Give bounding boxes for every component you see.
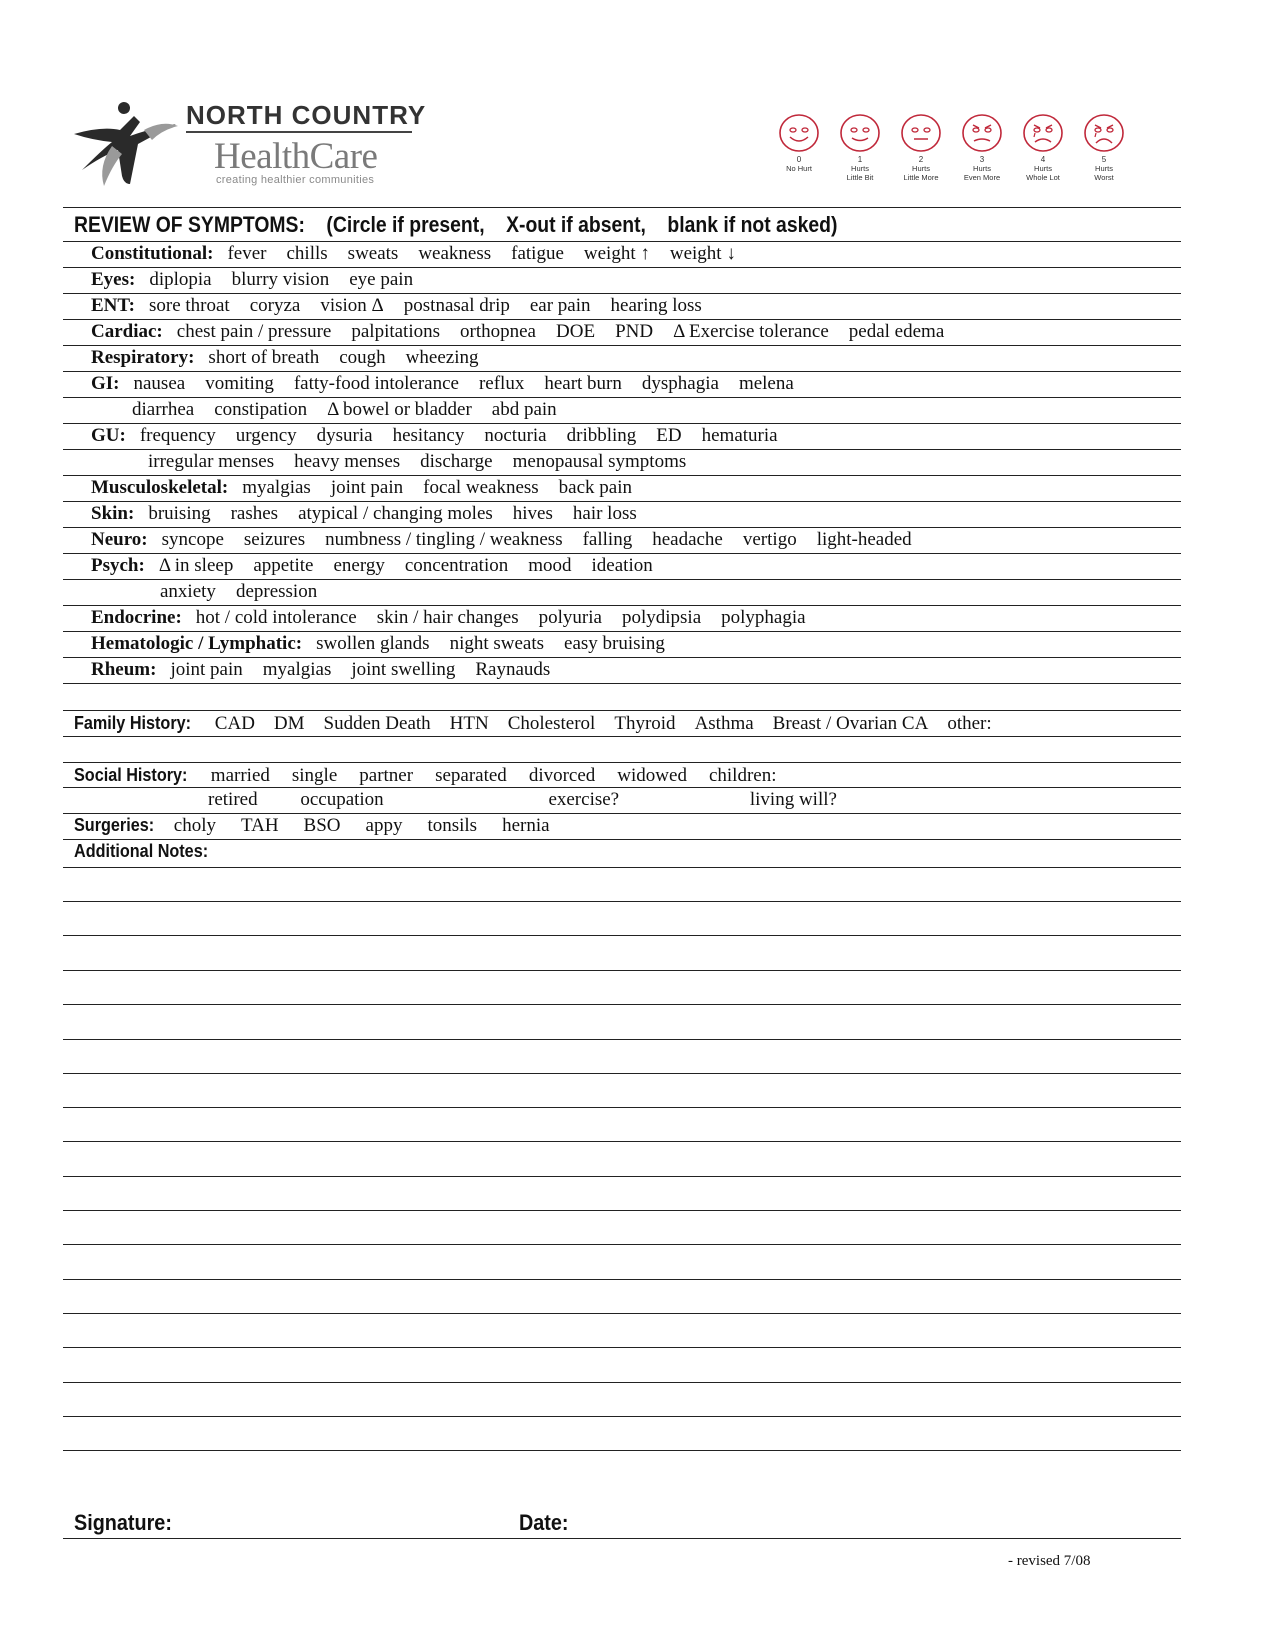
option-item[interactable]: BSO <box>303 815 341 836</box>
symptom-option[interactable]: depression <box>235 581 318 602</box>
note-line <box>63 1107 1181 1108</box>
ros-row-label: GI: <box>91 373 120 394</box>
pain-face-icon <box>1019 113 1067 153</box>
symptom-option[interactable]: weakness <box>418 243 492 264</box>
symptom-option[interactable]: back pain <box>558 477 632 498</box>
symptom-option[interactable]: fatty-food intolerance <box>293 373 459 394</box>
option-item[interactable]: HTN <box>449 713 489 734</box>
ros-row <box>160 581 337 607</box>
surgeries-label: Surgeries: <box>74 815 155 835</box>
symptom-option[interactable]: concentration <box>404 555 509 576</box>
pain-level-number: 5 <box>1101 155 1107 164</box>
logo-figures-icon <box>72 100 182 190</box>
note-line <box>63 1347 1181 1348</box>
symptom-option[interactable]: abd pain <box>491 399 557 420</box>
rule <box>63 475 1181 476</box>
symptom-option[interactable]: nocturia <box>484 425 547 446</box>
social-history-label: Social History: <box>74 765 188 785</box>
note-line <box>63 1244 1181 1245</box>
ros-row-label: Skin: <box>91 503 135 524</box>
symptom-option[interactable]: energy <box>333 555 385 576</box>
symptom-option[interactable]: atypical / changing moles <box>298 503 493 524</box>
org-tagline: creating healthier communities <box>216 174 375 186</box>
ros-row-label: Rheum: <box>91 659 157 680</box>
date-label: Date: <box>519 1510 569 1535</box>
symptom-option[interactable]: falling <box>582 529 633 550</box>
ros-row <box>91 555 673 581</box>
social-item[interactable]: living will? <box>749 789 837 810</box>
symptom-option[interactable]: hearing loss <box>610 295 702 316</box>
note-line <box>63 813 1181 814</box>
social-history-row-2 <box>208 789 857 815</box>
pain-face <box>829 113 891 182</box>
symptom-option[interactable]: myalgias <box>242 477 311 498</box>
surgeries-row <box>74 815 575 841</box>
pain-face <box>1012 113 1074 182</box>
symptom-option[interactable]: bruising <box>148 503 211 524</box>
rule <box>63 345 1181 346</box>
note-line <box>63 935 1181 936</box>
ros-row-label: Psych: <box>91 555 145 576</box>
symptom-option[interactable]: constipation <box>214 399 308 420</box>
symptom-option[interactable]: weight ↓ <box>669 243 736 264</box>
symptom-option[interactable]: light-headed <box>816 529 912 550</box>
note-line <box>63 970 1181 971</box>
symptom-option[interactable]: discharge <box>420 451 493 472</box>
symptom-option[interactable]: Δ bowel or bladder <box>327 399 472 420</box>
symptom-option[interactable]: dribbling <box>566 425 637 446</box>
symptom-option[interactable]: anxiety <box>160 581 216 602</box>
ros-row <box>91 477 652 503</box>
symptom-option[interactable]: appetite <box>253 555 314 576</box>
option-item[interactable]: married <box>210 765 270 786</box>
rule <box>63 605 1181 606</box>
option-item[interactable]: single <box>291 765 338 786</box>
signature-line[interactable] <box>63 1538 1181 1539</box>
ros-row-label: Cardiac: <box>91 321 163 342</box>
option-item[interactable]: separated <box>435 765 507 786</box>
rule <box>63 553 1181 554</box>
ros-row <box>91 659 570 685</box>
symptom-option[interactable]: Raynauds <box>475 659 551 680</box>
symptom-option[interactable]: joint swelling <box>351 659 456 680</box>
symptom-option[interactable]: diarrhea <box>132 399 195 420</box>
symptom-option[interactable]: swollen glands <box>316 633 430 654</box>
social-item[interactable]: retired <box>208 789 258 810</box>
rule <box>63 397 1181 398</box>
option-item[interactable]: DM <box>273 713 305 734</box>
symptom-option[interactable]: polydipsia <box>621 607 702 628</box>
ros-heading: REVIEW OF SYMPTOMS: (Circle if present, X-out if absent, blank if not asked) <box>74 212 838 237</box>
symptom-option[interactable]: night sweats <box>449 633 545 654</box>
symptom-option[interactable]: PND <box>615 321 654 342</box>
option-item[interactable]: TAH <box>241 815 279 836</box>
note-line <box>63 1176 1181 1177</box>
symptom-option[interactable]: pedal edema <box>848 321 945 342</box>
symptom-option[interactable]: syncope <box>161 529 224 550</box>
symptom-option[interactable]: dysuria <box>316 425 373 446</box>
symptom-option[interactable]: reflux <box>478 373 525 394</box>
note-line <box>63 710 1181 711</box>
symptom-option[interactable]: dysphagia <box>641 373 719 394</box>
ros-row <box>91 425 798 451</box>
social-item[interactable]: occupation <box>300 789 384 810</box>
symptom-option[interactable]: joint pain <box>170 659 243 680</box>
symptom-option[interactable]: vertigo <box>742 529 797 550</box>
option-item[interactable]: Sudden Death <box>323 713 431 734</box>
symptom-option[interactable]: urgency <box>235 425 297 446</box>
pain-face <box>951 113 1013 182</box>
ros-row-label: GU: <box>91 425 126 446</box>
symptom-option[interactable]: coryza <box>249 295 301 316</box>
symptom-option[interactable]: ideation <box>591 555 653 576</box>
symptom-option[interactable]: seizures <box>243 529 306 550</box>
pain-face-icon <box>1080 113 1128 153</box>
symptom-option[interactable]: focal weakness <box>423 477 539 498</box>
symptom-option[interactable]: nausea <box>133 373 186 394</box>
pain-level-caption: No Hurt <box>786 164 812 173</box>
pain-face-icon <box>958 113 1006 153</box>
ros-row-label: Hematologic / Lymphatic: <box>91 633 303 654</box>
pain-face-icon <box>836 113 884 153</box>
symptom-option[interactable]: ED <box>656 425 682 446</box>
note-line <box>63 901 1181 902</box>
symptom-option[interactable]: hot / cold intolerance <box>195 607 357 628</box>
rule <box>63 293 1181 294</box>
pain-face <box>1073 113 1135 182</box>
symptom-option[interactable]: irregular menses <box>148 451 275 472</box>
rule <box>63 371 1181 372</box>
note-line <box>63 1073 1181 1074</box>
symptom-option[interactable]: fever <box>227 243 267 264</box>
pain-level-caption: Hurts Little Bit <box>846 164 874 182</box>
option-item[interactable]: widowed <box>617 765 687 786</box>
note-line <box>63 1004 1181 1005</box>
symptom-option[interactable]: hives <box>512 503 553 524</box>
note-line <box>63 762 1181 763</box>
symptom-option[interactable]: diplopia <box>149 269 212 290</box>
pain-level-number: 2 <box>918 155 924 164</box>
symptom-option[interactable]: hair loss <box>572 503 637 524</box>
symptom-option[interactable]: menopausal symptoms <box>512 451 687 472</box>
symptom-option[interactable]: sore throat <box>148 295 230 316</box>
symptom-option[interactable]: myalgias <box>262 659 332 680</box>
option-item[interactable]: Asthma <box>694 713 754 734</box>
symptom-option[interactable]: weight ↑ <box>583 243 650 264</box>
symptom-option[interactable]: Δ Exercise tolerance <box>673 321 829 342</box>
ros-row <box>91 321 964 347</box>
ros-row <box>132 399 577 425</box>
option-item[interactable]: tonsils <box>427 815 478 836</box>
pain-face-icon <box>775 113 823 153</box>
pain-face <box>768 113 830 173</box>
ros-row-label: Constitutional: <box>91 243 214 264</box>
rule <box>63 631 1181 632</box>
option-item[interactable]: other: <box>947 713 992 734</box>
ros-row <box>91 503 657 529</box>
option-item[interactable]: appy <box>365 815 403 836</box>
symptom-option[interactable]: orthopnea <box>460 321 536 342</box>
rule <box>63 683 1181 684</box>
ros-row <box>91 529 932 555</box>
rule <box>63 267 1181 268</box>
ros-row-label: Endocrine: <box>91 607 182 628</box>
symptom-option[interactable]: short of breath <box>208 347 320 368</box>
symptom-option[interactable]: heavy menses <box>294 451 401 472</box>
note-line <box>63 1313 1181 1314</box>
option-item[interactable]: Thyroid <box>614 713 676 734</box>
symptom-option[interactable]: heart burn <box>544 373 622 394</box>
symptom-option[interactable]: numbness / tingling / weakness <box>325 529 563 550</box>
symptom-option[interactable]: palpitations <box>351 321 441 342</box>
option-item[interactable]: CAD <box>214 713 255 734</box>
symptom-option[interactable]: ear pain <box>529 295 591 316</box>
pain-level-number: 0 <box>796 155 802 164</box>
option-item[interactable]: Cholesterol <box>507 713 596 734</box>
note-line <box>63 867 1181 868</box>
symptom-option[interactable]: melena <box>738 373 794 394</box>
symptom-option[interactable]: skin / hair changes <box>376 607 519 628</box>
pain-level-number: 3 <box>979 155 985 164</box>
revision-note: - revised 7/08 <box>1008 1553 1091 1569</box>
ros-row <box>91 373 814 399</box>
option-item[interactable]: choly <box>173 815 217 836</box>
note-line <box>63 1141 1181 1142</box>
pain-face-icon <box>897 113 945 153</box>
ros-row-label: Musculoskeletal: <box>91 477 229 498</box>
logo <box>72 100 182 190</box>
note-line <box>63 1039 1181 1040</box>
symptom-option[interactable]: headache <box>652 529 723 550</box>
rule <box>63 449 1181 450</box>
rule <box>63 579 1181 580</box>
symptom-option[interactable]: fatigue <box>511 243 564 264</box>
header-divider <box>63 207 1181 208</box>
note-line <box>63 1382 1181 1383</box>
option-item[interactable]: hernia <box>502 815 550 836</box>
rule <box>63 657 1181 658</box>
symptom-option[interactable]: chills <box>286 243 328 264</box>
pain-level-caption: Hurts Whole Lot <box>1026 164 1060 182</box>
symptom-option[interactable]: sweats <box>347 243 399 264</box>
symptom-option[interactable]: rashes <box>230 503 279 524</box>
note-line <box>63 1279 1181 1280</box>
ros-row-label: Neuro: <box>91 529 148 550</box>
pain-level-caption: Hurts Little More <box>903 164 939 182</box>
option-item[interactable]: divorced <box>528 765 596 786</box>
ros-row <box>91 633 685 659</box>
pain-level-caption: Hurts Worst <box>1094 164 1114 182</box>
symptom-option[interactable]: mood <box>528 555 572 576</box>
note-line <box>63 1210 1181 1211</box>
ros-row <box>148 451 706 477</box>
symptom-option[interactable]: blurry vision <box>231 269 330 290</box>
symptom-option[interactable]: hematuria <box>701 425 778 446</box>
symptom-option[interactable]: hesitancy <box>392 425 465 446</box>
ros-row <box>91 295 722 321</box>
social-item[interactable]: exercise? <box>548 789 620 810</box>
rule <box>63 501 1181 502</box>
ros-row <box>91 347 498 373</box>
rule <box>63 319 1181 320</box>
ros-row-label: ENT: <box>91 295 135 316</box>
symptom-option[interactable]: chest pain / pressure <box>176 321 332 342</box>
signature-label: Signature: <box>74 1510 172 1535</box>
note-line <box>63 787 1181 788</box>
ros-row <box>91 269 433 295</box>
option-item[interactable]: partner <box>359 765 414 786</box>
symptom-option[interactable]: DOE <box>556 321 596 342</box>
ros-row-label: Respiratory: <box>91 347 195 368</box>
pain-level-number: 1 <box>857 155 863 164</box>
notes-label: Additional Notes: <box>74 841 209 861</box>
option-item[interactable]: Breast / Ovarian CA <box>772 713 929 734</box>
ros-row <box>91 607 826 633</box>
symptom-option[interactable]: easy bruising <box>564 633 665 654</box>
ros-row-label: Eyes: <box>91 269 136 290</box>
pain-level-number: 4 <box>1040 155 1046 164</box>
note-line <box>63 736 1181 737</box>
symptom-option[interactable]: frequency <box>139 425 216 446</box>
symptom-option[interactable]: eye pain <box>349 269 414 290</box>
pain-face <box>890 113 952 182</box>
org-top-name: NORTH COUNTRY <box>186 100 427 130</box>
symptom-option[interactable]: polyuria <box>538 607 602 628</box>
rule <box>63 527 1181 528</box>
symptom-option[interactable]: wheezing <box>405 347 479 368</box>
ros-row <box>91 243 756 269</box>
symptom-option[interactable]: Δ in sleep <box>158 555 234 576</box>
option-item[interactable]: children: <box>708 765 777 786</box>
note-line <box>63 839 1181 840</box>
rule <box>63 241 1181 242</box>
symptom-option[interactable]: vision Δ <box>320 295 384 316</box>
symptom-option[interactable]: postnasal drip <box>403 295 510 316</box>
pain-level-caption: Hurts Even More <box>963 164 1001 182</box>
note-line <box>63 1450 1181 1451</box>
symptom-option[interactable]: cough <box>339 347 386 368</box>
note-line <box>63 1416 1181 1417</box>
pain-scale <box>768 113 1128 193</box>
family-history-label: Family History: <box>74 713 192 733</box>
symptom-option[interactable]: vomiting <box>205 373 274 394</box>
symptom-option[interactable]: joint pain <box>330 477 404 498</box>
symptom-option[interactable]: polyphagia <box>721 607 806 628</box>
rule <box>63 423 1181 424</box>
org-name: HealthCare <box>214 136 378 177</box>
logo-divider <box>186 131 412 133</box>
